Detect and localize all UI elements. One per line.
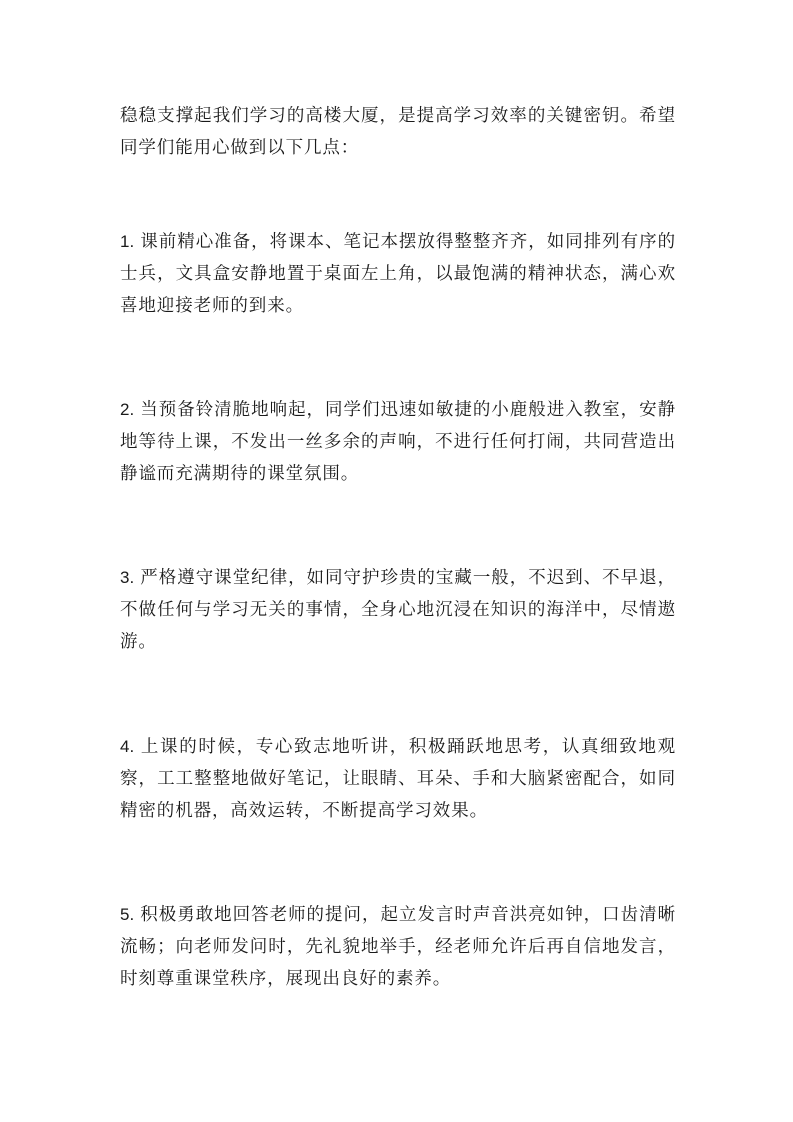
- list-item: [120, 899, 676, 995]
- item-text: 严格遵守课堂纪律，如同守护珍贵的宝藏一般，不迟到、不早退，不做任何与学习无关的事情，全身心地沉浸在知识的海洋中，尽情遨游。: [120, 568, 676, 652]
- item-number: 4.: [120, 737, 135, 756]
- list-item: [120, 394, 676, 490]
- item-number: 3.: [120, 568, 135, 587]
- item-text: 积极勇敢地回答老师的提问，起立发言时声音洪亮如钟，口齿清晰流畅；向老师发问时，先礼貌地举手，经老师允许后再自信地发言，时刻尊重课堂秩序，展现出良好的素养。: [120, 905, 676, 989]
- list-item: [120, 731, 676, 827]
- list-item: [120, 562, 676, 658]
- item-text: 上课的时候，专心致志地听讲，积极踊跃地思考，认真细致地观察，工工整整地做好笔记，让眼睛、耳朵、手和大脑紧密配合，如同精密的机器，高效运转，不断提高学习效果。: [120, 737, 676, 821]
- intro-paragraph: 稳稳支撑起我们学习的高楼大厦，是提高学习效率的关键密钥。希望同学们能用心做到以下几点：: [120, 106, 676, 158]
- item-number: 5.: [120, 905, 135, 924]
- item-number: 2.: [120, 400, 135, 419]
- item-number: 1.: [120, 232, 135, 251]
- item-text: 当预备铃清脆地响起，同学们迅速如敏捷的小鹿般进入教室，安静地等待上课，不发出一丝多余的声响，不进行任何打闹，共同营造出静谧而充满期待的课堂氛围。: [120, 400, 676, 484]
- list-item: [120, 226, 676, 322]
- item-text: 课前精心准备，将课本、笔记本摆放得整整齐齐，如同排列有序的士兵，文具盒安静地置于桌面左上角，以最饱满的精神状态，满心欢喜地迎接老师的到来。: [120, 232, 676, 316]
